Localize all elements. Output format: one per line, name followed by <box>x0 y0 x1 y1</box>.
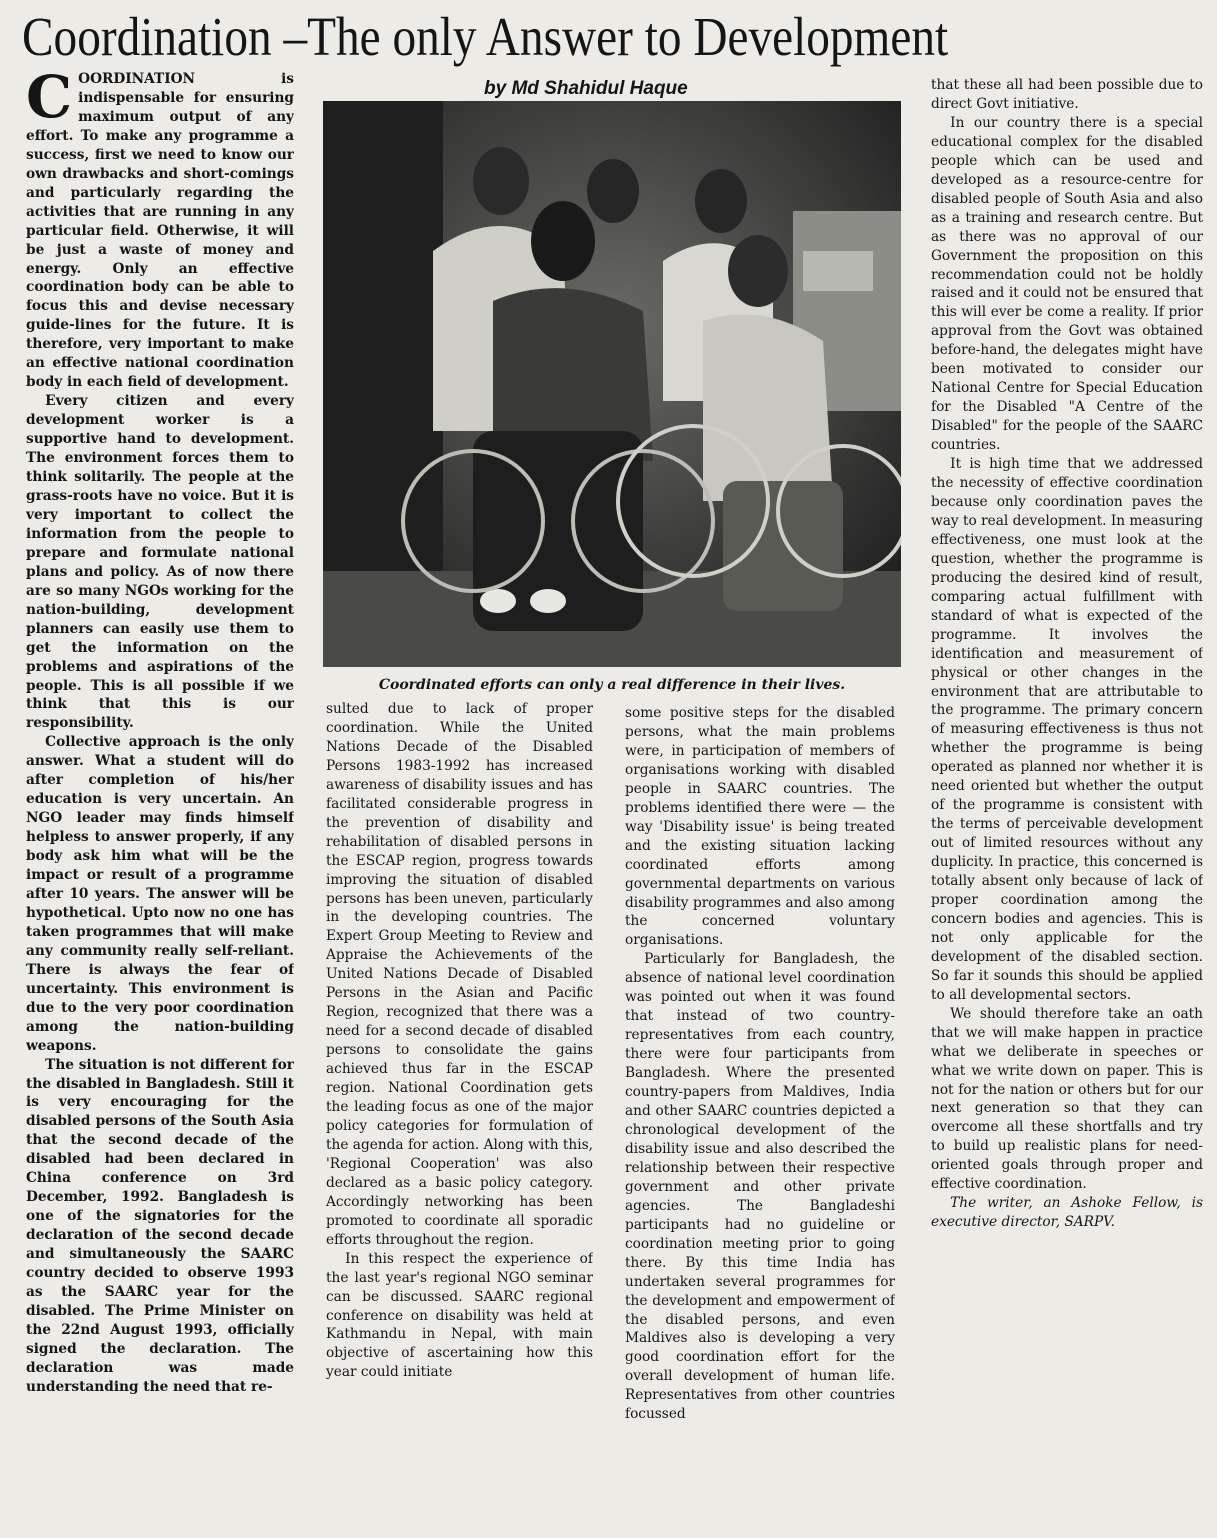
paragraph: Every citizen and every development worker is a supportive hand to development. The environment forces them to think solitarily. The people at the grass-roots have no voice. But it is very important to collect the information from the people to prepare and formulate national plans and policy. As of now there are so many NGOs working for the nation-building, development planners can easily use them to get the information on the problems and aspirations of the people. This is all possible if we think that this is our responsibility. <box>26 393 294 732</box>
column-3 <box>625 704 895 1536</box>
column-1 <box>26 70 294 1535</box>
paragraph: It is high time that we addressed the necessity of effective coordination because only coordination paves the way to real development. In measuring effectiveness, one must look at the question, whether the programme is producing the desired kind of result, comparing actual fulfillment with standard of what is expected of the programme. It involves the identification and measurement of physical or other changes in the environment that are attributable to the programme. The primary concern of measuring effectiveness is thus not whether the programme is being operated as planned nor whether it is need oriented but whether the output of the programme is consistent with the terms of perceivable development out of limited resources without any duplicity. In practice, this concerned is totally absent only because of lack of proper coordination among the concern bodies and agencies. This is not only applicable for the development of the disabled section. So far it sounds this should be applied to all developmental sectors. <box>931 456 1203 1003</box>
column-4 <box>931 76 1203 1536</box>
column-2 <box>326 700 593 1536</box>
paragraph: sulted due to lack of proper coordination. While the United Nations Decade of the Disabled Persons 1983-1992 has increased awareness of disability issues and has facilitated considerable progress in the prevention of disability and rehabilitation of disabled persons in the ESCAP region, progress towards improving the situation of disabled persons has been uneven, particularly in the developing countries. The Expert Group Meeting to Review and Appraise the Achievements of the United Nations Decade of Disabled Persons in the Asian and Pacific Region, recognized that there was a need for a second decade of disabled persons to consolidate the gains achieved thus far in the ESCAP region. National Coordination gets the leading focus as one of the major policy categories for formulation of the agenda for action. Along with this, 'Regional Cooperation' was also declared as a basic policy category. Accordingly networking has been promoted to coordinate all sporadic efforts throughout the region. <box>326 701 593 1248</box>
news-photo <box>323 101 901 667</box>
paragraph: COORDINATION is indispensable for ensuring maximum output of any effort. To make any programme a success, first we need to know our own drawbacks and short-comings and particularly regarding the activities that are running in any particular field. Otherwise, it will be just a waste of money and energy. Only an effective coordination body can be able to focus this and devise necessary guide-lines for the future. It is therefore, very important to make an effective national coordination body in each field of development. <box>26 70 294 391</box>
author-note: The writer, an Ashoke Fellow, is executive director, SARPV. <box>931 1195 1203 1231</box>
paragraph: Collective approach is the only answer. What a student will do after completion of his/her education is very uncertain. An NGO leader may finds himself helpless to answer properly, if any body ask him what will be the impact or result of a programme after 10 years. The answer will be hypothetical. Upto now no one has taken programmes that will make any community really self-reliant. There is always the fear of uncertainty. This environment is due to the very poor coordination among the nation-building weapons. <box>26 734 294 1054</box>
paragraph: some positive steps for the disabled persons, what the main problems were, in participation of members of organisations working with disabled people in SAARC countries. The problems identified there were — the way 'Disability issue' is being treated and the existing situation lacking coordinated efforts among governmental departments on various disability programmes and also among the concerned voluntary organisations. <box>625 705 895 949</box>
paragraph: We should therefore take an oath that we will make happen in practice what we deliberate in speeches or what we write down on paper. This is not for the nation or others but for our next generation so that they can overcome all these shortfalls and try to build up realistic plans for need-oriented goals through proper and effective coordination. <box>931 1005 1203 1193</box>
paragraph: that these all had been possible due to direct Govt initiative. <box>931 77 1203 112</box>
drop-cap: C <box>26 70 73 131</box>
photo-caption: Coordinated efforts can only a real difference in their lives. <box>378 677 846 693</box>
headline: Coordination –The only Answer to Development <box>22 6 949 67</box>
paragraph: The situation is not different for the disabled in Bangladesh. Still it is very encouraging for the disabled persons of the South Asia that the second decade of the disabled had been declared in China conference on 3rd December, 1992. Bangladesh is one of the signatories for the declaration of the second decade and simultaneously the SAARC country decided to observe 1993 as the SAARC year for the disabled. The Prime Minister on the 22nd August 1993, officially signed the declaration. The declaration was made understanding the need that re- <box>26 1056 294 1395</box>
paragraph: Particularly for Bangladesh, the absence of national level coordination was pointed out when it was found that instead of two country-representatives from each country, there were four participants from Bangladesh. Where the presented country-papers from Maldives, India and other SAARC countries depicted a chronological development of the disability issue and also described the relationship between their respective government and other private agencies. The Bangladeshi participants had no guideline or coordination meeting prior to going there. By this time India has undertaken several programmes for the development and empowerment of the disabled persons, and even Maldives also is developing a very good coordination effort for the overall development of human life. Representatives from other countries focussed <box>625 951 895 1423</box>
paragraph: In this respect the experience of the last year's regional NGO seminar can be discussed. SAARC regional conference on disability was held at Kathmandu in Nepal, with main objective of ascertaining how this year could initiate <box>326 1250 593 1381</box>
paragraph: In our country there is a special educational complex for the disabled people which can be used and developed as a resource-centre for disabled people of South Asia and also as a training and research centre. But as there was no approval of our Government the proposition on this recommendation could not be holdly raised and it could not be ensured that this will ever be come a reality. If prior approval from the Govt was obtained before-hand, the delegates might have been motivated to consider our National Centre for Special Education for the Disabled "A Centre of the Disabled" for the people of the SAARC countries. <box>931 114 1203 454</box>
byline: by Md Shahidul Haque <box>484 78 688 99</box>
photo-disabled-persons-wheelchairs <box>323 101 901 667</box>
